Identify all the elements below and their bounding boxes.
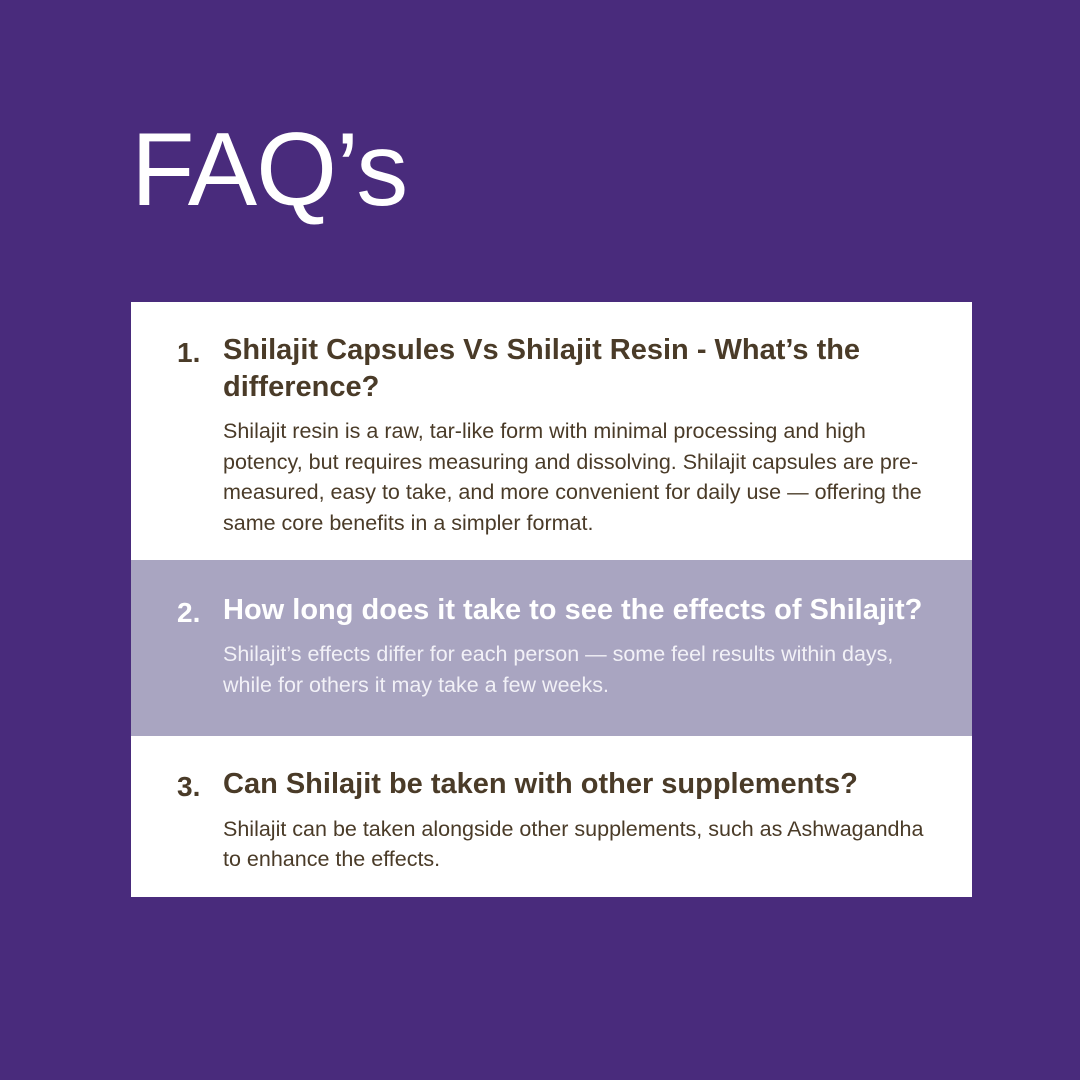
faq-item-body <box>223 332 936 538</box>
faq-item-answer: Shilajit’s effects differ for each person — some feel results within days, while for others it may take a few weeks. <box>223 642 894 697</box>
faq-card <box>131 302 972 897</box>
faq-item-number: 3. <box>177 771 201 803</box>
faq-item-answer: Shilajit can be taken alongside other supplements, such as Ashwagandha to enhance the effects. <box>223 816 924 872</box>
faq-item[interactable] <box>131 302 972 560</box>
faq-item-number: 1. <box>177 337 201 368</box>
faq-item-question: Can Shilajit be taken with other supplements? <box>223 768 858 801</box>
page-title: FAQ’s <box>131 112 408 228</box>
faq-item-number: 2. <box>177 597 201 629</box>
faq-item-question: How long does it take to see the effects of Shilajit? <box>223 594 923 627</box>
faq-item-body <box>223 592 936 700</box>
faq-item-question: Shilajit Capsules Vs Shilajit Resin - What’s the difference? <box>223 334 861 404</box>
faq-item[interactable] <box>131 736 972 896</box>
faq-item-body <box>223 766 936 874</box>
faq-item[interactable] <box>131 560 972 736</box>
faq-item-answer: Shilajit resin is a raw, tar-like form with minimal processing and high potency, but requires measuring and dissolving. Shilajit capsules are pre-measured, easy to take, and more convenient for daily use — offering the same core benefits in a simpler format. <box>223 419 922 535</box>
